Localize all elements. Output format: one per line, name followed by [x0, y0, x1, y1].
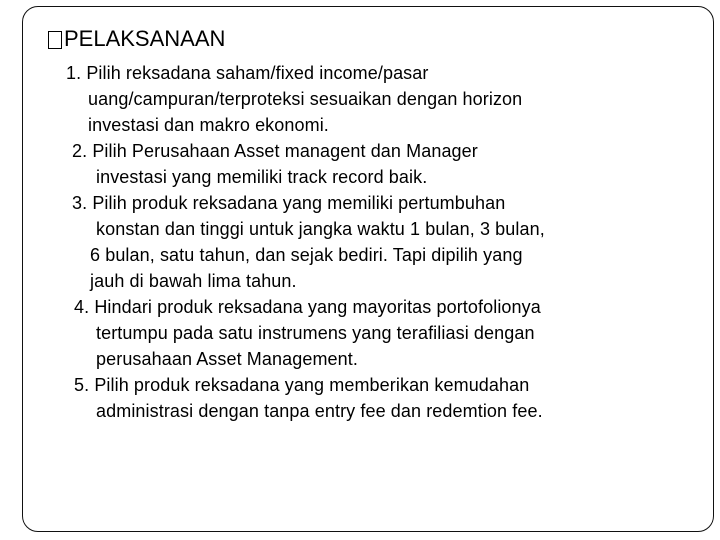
- slide-frame: [22, 6, 714, 532]
- item-2-line-1: 2. Pilih Perusahaan Asset managent dan Manager: [72, 141, 478, 161]
- item-5-line-1: 5. Pilih produk reksadana yang memberikan kemudahan: [74, 375, 530, 395]
- slide-heading: [48, 26, 225, 52]
- item-4-line-1: 4. Hindari produk reksadana yang mayoritas portofolionya: [74, 297, 541, 317]
- item-3-line-3: 6 bulan, satu tahun, dan sejak bediri. Tapi dipilih yang: [90, 245, 523, 265]
- item-3-line-1: 3. Pilih produk reksadana yang memiliki pertumbuhan: [72, 193, 506, 213]
- item-3-line-2: konstan dan tinggi untuk jangka waktu 1 bulan, 3 bulan,: [96, 219, 545, 239]
- item-1-line-1: 1. Pilih reksadana saham/fixed income/pasar: [66, 63, 429, 83]
- item-4-line-3: perusahaan Asset Management.: [96, 349, 358, 369]
- item-1-line-2: uang/campuran/terproteksi sesuaikan dengan horizon: [88, 89, 523, 109]
- item-1-line-3: investasi dan makro ekonomi.: [88, 115, 329, 135]
- item-2-line-2: investasi yang memiliki track record baik.: [96, 167, 428, 187]
- item-5-line-2: administrasi dengan tanpa entry fee dan redemtion fee.: [96, 401, 543, 421]
- item-4-line-2: tertumpu pada satu instrumens yang terafiliasi dengan: [96, 323, 535, 343]
- item-3-line-4: jauh di bawah lima tahun.: [90, 271, 297, 291]
- box-bullet-icon: [48, 31, 62, 49]
- heading-text: PELAKSANAAN: [64, 26, 226, 51]
